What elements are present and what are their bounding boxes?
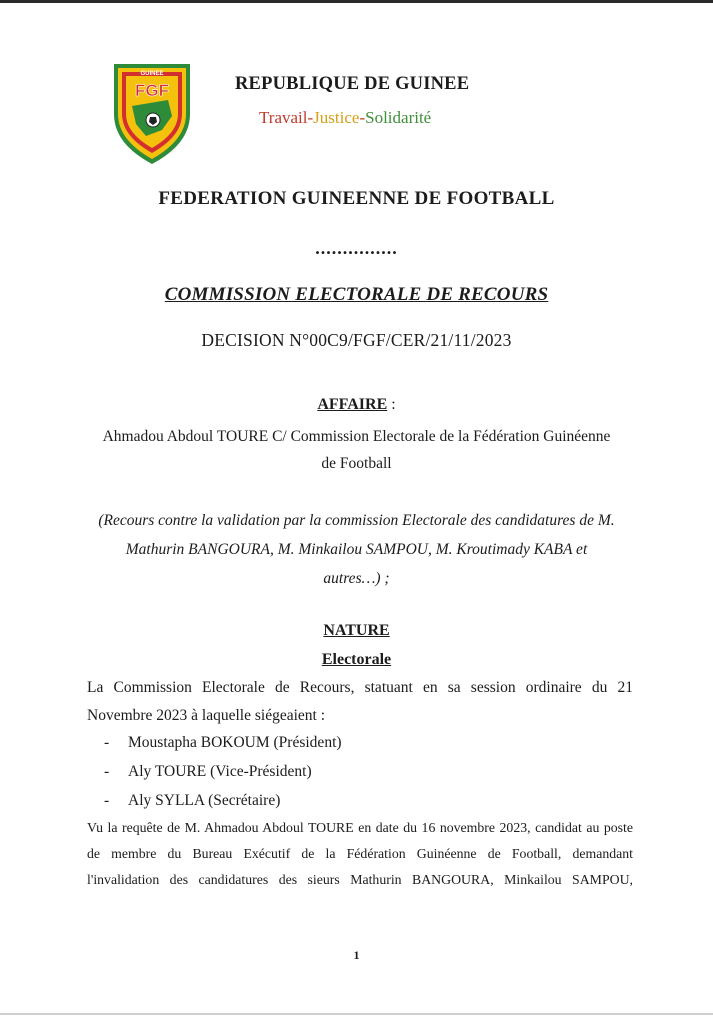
recours-line1: (Recours contre la validation par la commission Electorale des candidatures de M.: [98, 512, 615, 529]
nature-value: Electorale: [321, 651, 392, 668]
national-motto: Travail-Justice-Solidarité: [259, 108, 432, 127]
member-item: - Aly SYLLA (Secrétaire): [104, 792, 281, 809]
recours-line2: Mathurin BANGOURA, M. Minkailou SAMPOU, M. Kroutimady KABA et: [125, 541, 588, 558]
fgf-logo-icon: [106, 56, 198, 168]
session-paragraph-line2: Novembre 2023 à laquelle siégeaient :: [87, 707, 326, 724]
svg-text:FGF: FGF: [135, 81, 169, 100]
member-item: - Moustapha BOKOUM (Président): [104, 734, 342, 751]
member-item: - Aly TOURE (Vice-Président): [104, 763, 312, 780]
svg-text:GUINEE: GUINEE: [140, 71, 164, 77]
request-paragraph-line2: de membre du Bureau Exécutif de la Fédération Guinéenne de Football, demandant: [87, 846, 633, 861]
affaire-parties-line2: de Football: [321, 455, 392, 472]
page-number: 1: [353, 948, 360, 962]
request-paragraph-line1: Vu la requête de M. Ahmadou Abdoul TOURE en date du 16 novembre 2023, candidat au poste: [87, 820, 633, 835]
commission-title: COMMISSION ELECTORALE DE RECOURS: [164, 284, 549, 305]
session-paragraph-line1: La Commission Electorale de Recours, statuant en sa session ordinaire du 21: [87, 679, 633, 696]
dotted-separator: ...............: [315, 238, 398, 258]
republic-heading: REPUBLIQUE DE GUINEE: [235, 74, 470, 94]
affaire-parties-line1: Ahmadou Abdoul TOURE C/ Commission Electorale de la Fédération Guinéenne: [102, 428, 611, 445]
request-paragraph-line3: l'invalidation des candidatures des sieurs Mathurin BANGOURA, Minkailou SAMPOU,: [87, 872, 633, 887]
recours-line3: autres…) ;: [323, 570, 390, 587]
federation-title: FEDERATION GUINEENNE DE FOOTBALL: [158, 188, 555, 209]
affaire-heading: AFFAIRE :: [317, 396, 396, 413]
bottom-border: [0, 1013, 713, 1015]
decision-number: DECISION N°00C9/FGF/CER/21/11/2023: [201, 330, 512, 350]
top-border: [0, 0, 713, 3]
nature-heading: NATURE: [323, 622, 390, 639]
